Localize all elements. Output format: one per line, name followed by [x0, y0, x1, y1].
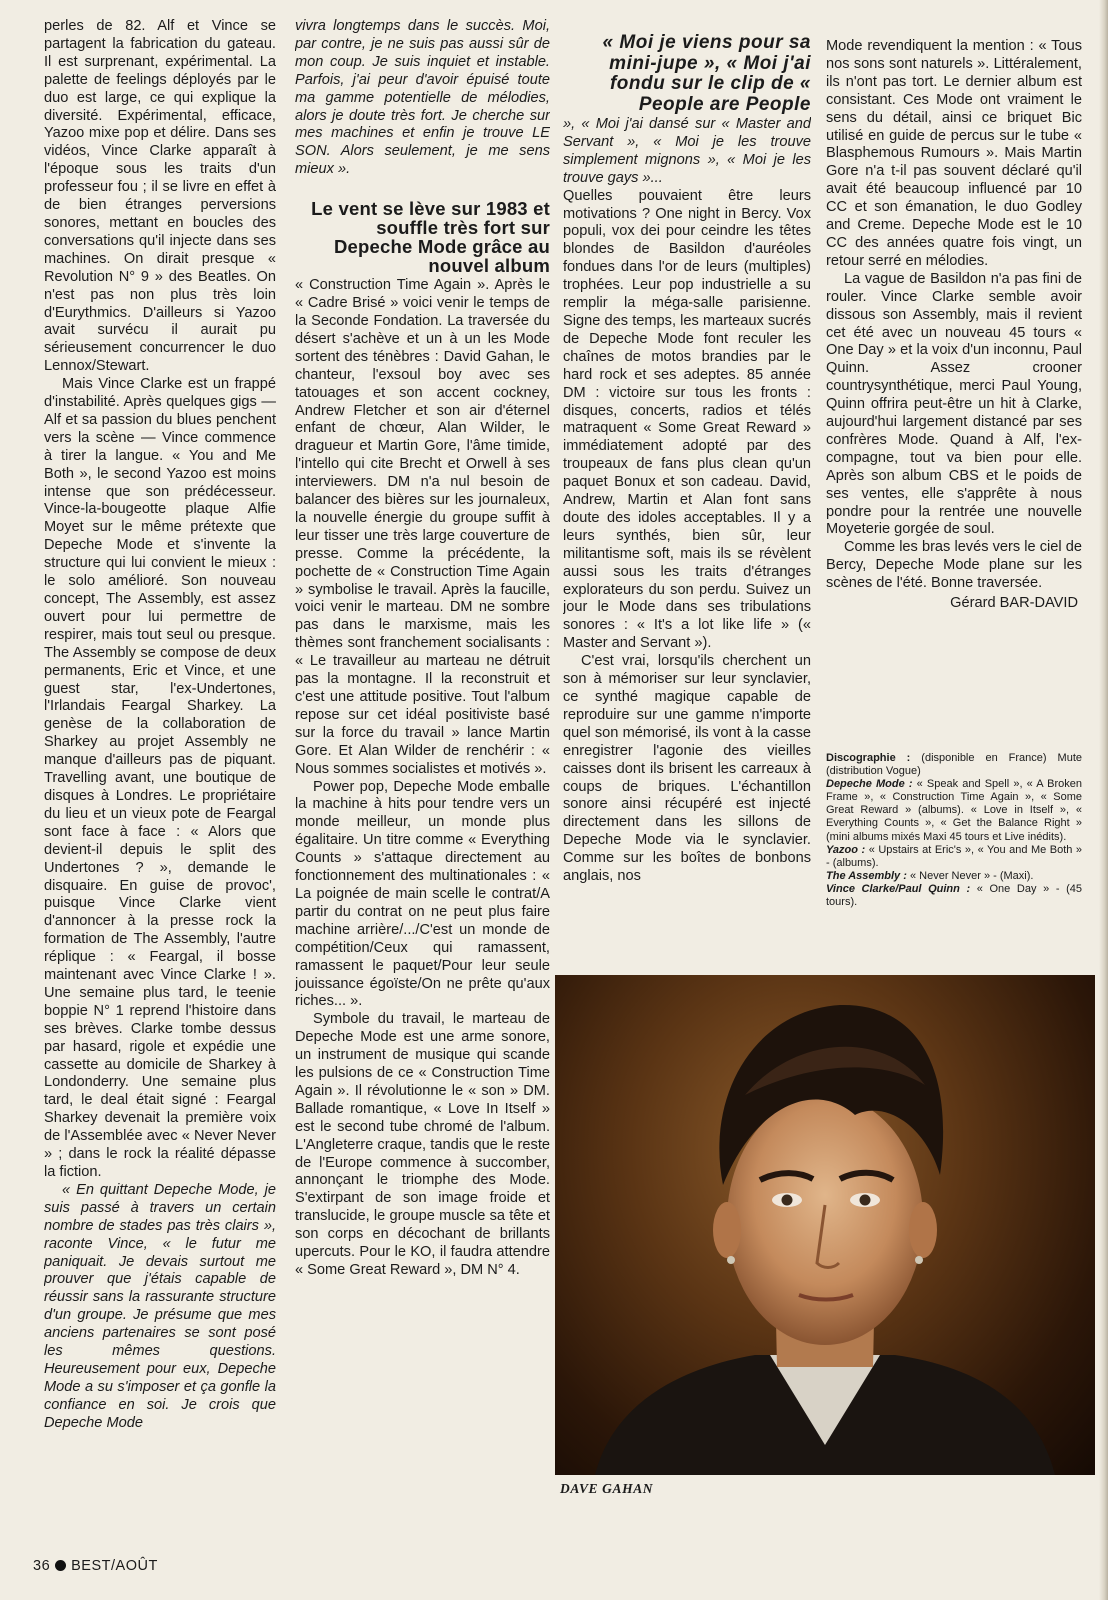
fan-quotes: », « Moi j'ai dansé sur « Master and Servant », « Moi je les trouve simplement mignons », « Moi je les trouve gays »... [563, 116, 811, 186]
portrait-illustration [555, 975, 1095, 1475]
discography-entry: Depeche Mode : « Speak and Spell », « A Broken Frame », « Construction Time Again », « Some Great Reward » (albums). « Love in Itself », « Everything Counts », « Get the Balance Right » (mini albums mixés Maxi 45 tours et Live inédits). [826, 778, 1082, 843]
discography-entry: Vince Clarke/Paul Quinn : « One Day » - (45 tours). [826, 882, 1082, 909]
page-number: 36 [33, 1558, 51, 1574]
paragraph: Comme les bras levés vers le ciel de Bercy, Depeche Mode plane sur les scènes de l'été. Bonne traversée. [826, 539, 1082, 592]
paragraph: Mais Vince Clarke est un frappé d'instabilité. Après quelques gigs — Alf et sa passion du blues penchent vers la scène — Vince commence à tirer la langue. « You and Me Both », le second Yazoo est moins intense que son prédécesseur. Vince-la-bougeotte plaque Alfie Moyet sur le même prétexte que Depeche Mode et s'invente la structure qui lui convient le mieux : le solo amélioré. Son nouveau concept, The Assembly, est assez ouvert pour lui permettre de respirer, mais tout seul ou presque. The Assembly se compose de deux permanents, Eric et Vince, et une guest star, l'ex-Undertones, l'Irlandais Feargal Sharkey. La genèse de la collaboration de Sharkey au projet Assembly ne manque d'ailleurs pas de piquant. Travelling avant, une boutique de disques à Londres. Le propriétaire du lieu et un vieux pote de Feargal sont face à face : « Alors que devient-il depuis le split des Undertones ? », demande le disquaire. En guise de provoc', puisque Vince Clarke vient d'annoncer à la presse rock la formation de The Assembly, l'autre réplique : « Feargal, il bosse maintenant avec Vince Clarke ! ». Une semaine plus tard, le teenie boppie N° 1 reprend l'histoire dans ses brèves. Clarke tombe dessus par hasard, rigole et expédie une cassette au domicile de Sharkey à Londonderry. Une semaine plus tard, le deal était signé : Feargal Sharkey devenait la première voix de l'Assemblée avec « Never Never » ; dans le rock la réalité dépasse la fiction. [44, 376, 276, 1180]
paragraph: Power pop, Depeche Mode emballe la machine à hits pour tendre vers un monde meilleur, un monde plus égalitaire. Un titre comme « Everything Counts » s'attaque directement au fonctionnement des multinationales : « La poignée de main scelle le contrat/A partir du contrat on ne peut plus faire machine arrière/.../C'est un monde de compétition/Ceux qui ramassent, ramassent le paquet/Pour leur seule jouissance égoïste/On ne prête qu'aux riches... ». [295, 778, 550, 1010]
discography-intro [826, 752, 1082, 778]
column-4 [826, 38, 1082, 738]
paragraph: Symbole du travail, le marteau de Depeche Mode est une arme sonore, un instrument de musique qui scande les pulsions de ce « Construction Time Again ». Il révolutionne le « son » DM. Ballade romantique, « Love In Itself » est le second tube chromé de l'album. L'Angleterre craque, tandis que le reste de l'Europe commence à succomber, annonçant le triomphe des Mode. S'extirpant de son image froide et translucide, le groupe muscle sa tête et son corps en décochant de brillants upercuts. Pour le KO, il faudra attendre « Some Great Reward », DM N° 4. [295, 1011, 550, 1278]
bullet-icon [55, 1560, 66, 1571]
paragraph: La vague de Basildon n'a pas fini de rouler. Vince Clarke semble avoir dissous son Assembly, mais il revient cet été avec un nouveau 45 tours « One Day » et la voix d'un inconnu, Paul Quinn. Assez crooner countrysynthétique, merci Paul Young, Quinn offrira peut-être un hit à Clarke, aujourd'hui largement distancé par ses confrères Mode. Quand à Alf, l'ex-compagne, tout va bien pour elle. Après son album CBS et le poids de ses ventes, elle s'apprête à nous pondre pour la rentrée une nouvelle Moyeterie gorgée de soul. [826, 270, 1082, 538]
discography-entry: Yazoo : « Upstairs at Eric's », « You and Me Both » - (albums). [826, 843, 1082, 869]
discography-entry: The Assembly : « Never Never » - (Maxi). [826, 869, 1034, 882]
paragraph: perles de 82. Alf et Vince se partagent la fabrication du gateau. Il est surprenant, expérimental. La palette de feelings déployés par le duo est large, ce qui explique la diversité. Expérimental, efficace, Yazoo mixe pop et délire. Dans ses vidéos, Vince Clarke apparaît à l'époque sous les traits d'un professeur fou ; il se livre en effet à de bien étranges perversions sonores, mettant en boucles des conversations qu'il injecte dans ses machines. On dirait presque « Revolution N° 9 » des Beatles. On n'est pas non plus très loin d'Eurythmics. D'ailleurs si Yazoo avait survécu il aurait pu sérieusement concurrencer le duo Lennox/Stewart. [44, 18, 276, 375]
paragraph: Quelles pouvaient être leurs motivations ? One night in Bercy. Vox populi, vox dei pour ceindre les têtes blondes de Basildon d'auréoles fondues dans l'or de leurs (multiples) trophées. Leur pop industrielle a su remplir la méga-salle parisienne. Signe des temps, les marteaux sucrés de Depeche Mode font reculer les chaînes de motos brandies par le hard rock et ses adeptes. 85 année DM : victoire sur tous les fronts : disques, concerts, radios et télés matraquent « Some Great Reward » immédiatement adopté par des troupeaux de fans plus clean qu'un paquet Bonux et son cadeau. David, Andrew, Martin et Alan font sans doute des idoles acceptables. Il y a leurs synthés, bien sûr, leur militantisme soft, mais ils se révèlent aussi sous les traits d'étranges explorateurs du son perdu. Suivez un jour le Mode dans ses tribulations sonores : « It's a lot like life » (« Master and Servant »). [563, 187, 811, 652]
discography [826, 752, 1082, 909]
page-footer [33, 1558, 158, 1574]
quote-heading: « Moi je viens pour sa mini-jupe », « Moi j'ai fondu sur le clip de « People are People [602, 33, 811, 115]
discography-title: Discographie : [826, 752, 911, 764]
photo-caption: DAVE GAHAN [560, 1481, 654, 1496]
paragraph: « Construction Time Again ». Après le « Cadre Brisé » voici venir le temps de la Seconde Fondation. La traversée du désert s'achève et un à un les Mode sortent des ténèbres : David Gahan, le chanteur, l'exsoul boy avec ses tatouages et son accent cockney, Andrew Fletcher et son air d'éternel enfant de chœur, Alan Wilder, le dragueur et Martin Gore, l'âme timide, l'intello qui cite Brecht et Orwell à ses interviewers. DM n'a nul besoin de balancer des bières sur les journaleux, la nouvelle énergie du groupe suffit à leur tisser une très large couverture de presse. Comme la précédente, la pochette de « Construction Time Again » symbolise le travail. Après la faucille, voici venir le marteau. DM ne sombre pas dans le marxisme, mais les thèmes sont franchement socialisants : « Le travailleur au marteau ne détruit pas la montagne. Il la reconstruit et c'est une attitude positive. Tout l'album repose sur cet idéal positiviste basé sur la force du travail » lance Martin Gore. Et Alan Wilder de renchérir : « Nous sommes socialistes et motivés ». [295, 277, 550, 777]
column-2 [295, 18, 550, 1518]
portrait-photo [555, 975, 1095, 1475]
column-3 [563, 33, 811, 953]
page-spine [1099, 0, 1108, 1600]
section-heading: Le vent se lève sur 1983 et souffle très fort sur Depeche Mode grâce au nouvel album [311, 198, 550, 277]
magazine-issue: BEST/AOÛT [71, 1558, 158, 1574]
paragraph: Mode revendiquent la mention : « Tous nos sons sont naturels ». Littéralement, ils n'ont pas tort. Le dernier album est consistant. Ces Mode ont vraiment le sens du détail, ainsi ce briquet Bic utilisé en guide de percus sur le tube « Blasphemous Rumours ». Mais Martin Gore n'a t-il pas souvent déclaré qu'il avait été beaucoup influencé par 10 CC et son émanation, le duo Godley and Creme. Depeche Mode est le 10 CC des années quatre fois vingt, un retour serré en mélodies. [826, 38, 1082, 269]
vince-quote: « En quittant Depeche Mode, je suis passé à travers un certain nombre de stades pas très clairs », raconte Vince, « le futur me paniquait. Je devais surtout me prouver que j'étais capable de réussir sans la rassurante structure d'un groupe. Je présume que mes anciens partenaires se sont posé les mêmes questions. Heureusement pour eux, Depeche Mode a su s'imposer et ça gonfle la confiance en soi. Je crois que Depeche Mode [44, 1181, 276, 1431]
author-signature: Gérard BAR-DAVID [950, 595, 1078, 612]
discography-intro-text: (disponible en France) Mute (distribution Vogue) [826, 752, 1082, 778]
column-1 [44, 18, 276, 1518]
paragraph: C'est vrai, lorsqu'ils cherchent un son à mémoriser sur leur synclavier, ce synthé magique capable de reproduire sur une gamme n'importe quel son mémorisé, ils vont à la casse enregistrer l'agonie des vieilles caisses dont ils brisent les carreaux à coups de briques. L'échantillon sonore ainsi récupéré est injecté directement dans les sillons de Depeche Mode via le synclavier. Comme sur les boîtes de bonbons anglais, nos [563, 653, 811, 885]
vince-quote-continued: vivra longtemps dans le succès. Moi, par contre, je ne suis pas aussi sûr de mon coup. Je suis inquiet et instable. Parfois, j'ai peur d'avoir épuisé toute ma gamme potentielle de mélodies, alors je doute très fort. Je cherche sur mes machines et enfin je trouve LE SON. Alors seulement, je me sens mieux ». [295, 18, 550, 178]
